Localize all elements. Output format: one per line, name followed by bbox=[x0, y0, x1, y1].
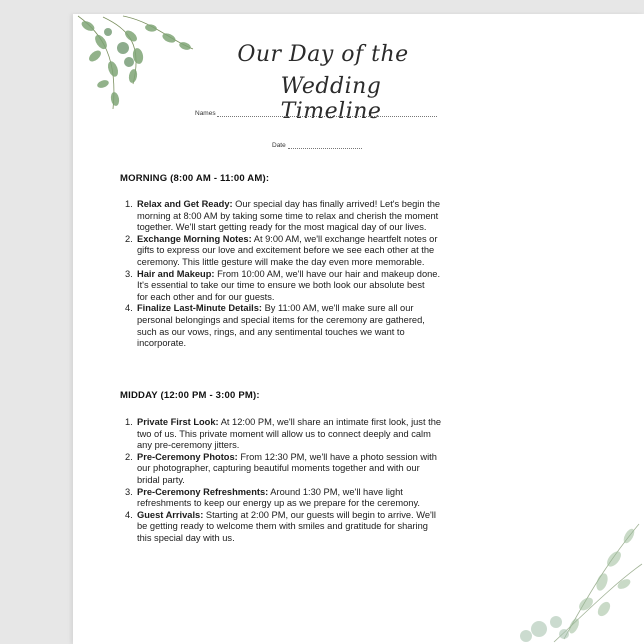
morning-heading: MORNING (8:00 AM - 11:00 AM): bbox=[120, 173, 270, 184]
item-title: Guest Arrivals: bbox=[137, 509, 204, 520]
midday-list bbox=[120, 417, 590, 545]
date-label: Date bbox=[272, 142, 286, 149]
list-item: 1. Private First Look: At 12:00 PM, we'll share an intimate first look, just the two of us. This private moment will allow us to connect deeply and calm any pre-ceremony jitters. bbox=[125, 417, 442, 451]
eucalyptus-sprig-icon bbox=[73, 14, 203, 124]
midday-heading: MIDDAY (12:00 PM - 3:00 PM): bbox=[120, 390, 260, 401]
item-title: Exchange Morning Notes: bbox=[137, 233, 252, 244]
morning-list bbox=[120, 199, 590, 350]
item-title: Private First Look: bbox=[137, 417, 219, 427]
list-item: 4. Finalize Last-Minute Details: By 11:00 AM, we'll make sure all our personal belongings and special items for the ceremony are gathered, such as our vows, rings, and any sentimental touches we want to incorporate. bbox=[125, 303, 425, 349]
document-title-line-1: Our Day of the bbox=[237, 42, 409, 67]
list-item: 2. Pre-Ceremony Photos: From 12:30 PM, we'll have a photo session with our photographer, capturing beautiful moments together and with our bridal party. bbox=[125, 451, 437, 485]
item-title: Relax and Get Ready: bbox=[137, 199, 233, 209]
names-label: Names bbox=[195, 110, 216, 117]
list-item: 1. Relax and Get Ready: Our special day has finally arrived! Let's begin the morning at 8:00 AM by taking some time to relax and cherish the moment together. We'll start getting ready for the most magical day of our lives. bbox=[125, 199, 441, 233]
item-title: Hair and Makeup: bbox=[137, 268, 215, 279]
document-title-line-2: Wedding Timeline bbox=[280, 74, 382, 124]
names-blank-line bbox=[217, 110, 437, 117]
date-blank-line bbox=[288, 142, 362, 149]
list-item: 3. Pre-Ceremony Refreshments: Around 1:30 PM, we'll have light refreshments to keep our energy up as we prepare for the ceremony. bbox=[125, 486, 421, 509]
list-item: 4. Guest Arrivals: Starting at 2:00 PM, our guests will begin to arrive. We'll be getting ready to welcome them with smiles and gratitude for sharing this special day with us. bbox=[125, 509, 436, 543]
names-field bbox=[195, 110, 437, 117]
item-title: Pre-Ceremony Refreshments: bbox=[137, 486, 269, 497]
item-title: Finalize Last-Minute Details: bbox=[137, 303, 263, 314]
list-item: 2. Exchange Morning Notes: At 9:00 AM, we'll exchange heartfelt notes or gifts to express our love and excitement before we see each other at the ceremony. This little gesture will make the day even more memorable. bbox=[125, 233, 438, 267]
date-field bbox=[272, 142, 362, 149]
document-page bbox=[73, 14, 644, 644]
list-item: 3. Hair and Makeup: From 10:00 AM, we'll have our hair and makeup done. It's essential to take our time to ensure we both look our absolute best for each other and for our guests. bbox=[125, 268, 441, 302]
item-title: Pre-Ceremony Photos: bbox=[137, 451, 238, 462]
